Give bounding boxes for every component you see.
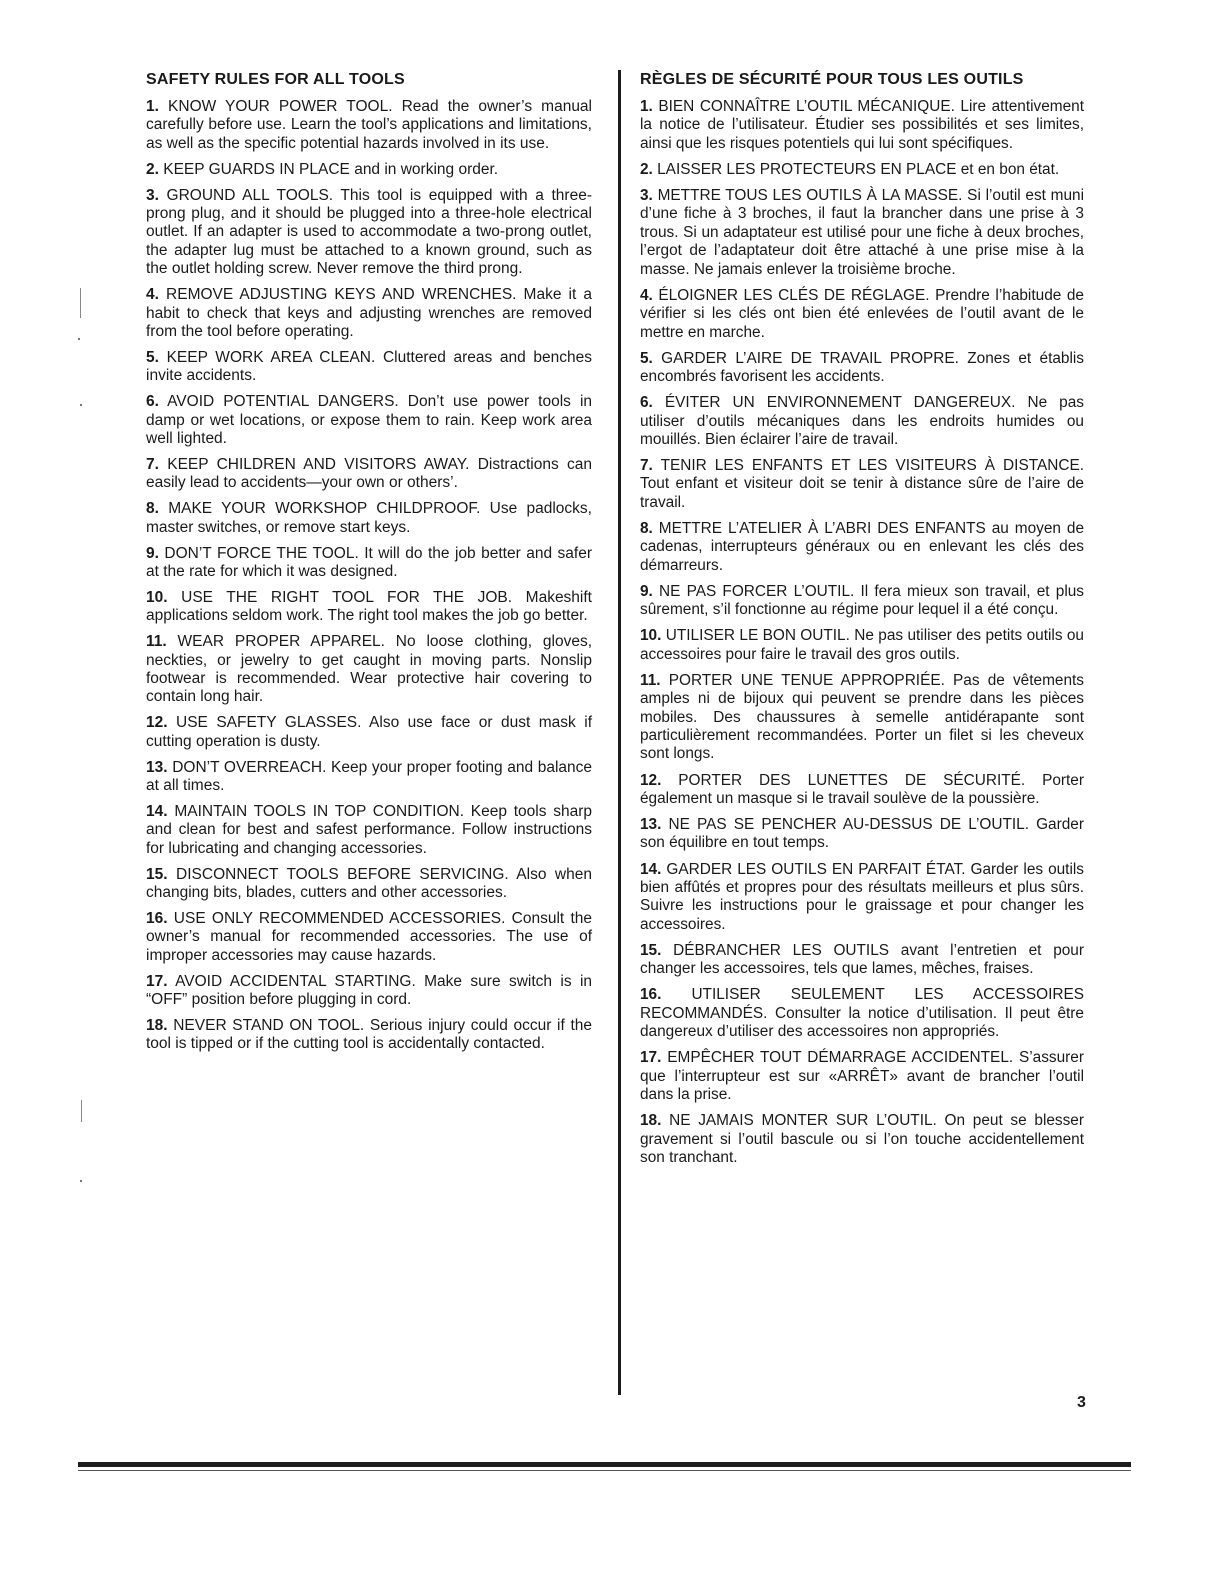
scan-speck [80,404,82,406]
english-rule-16 [146,910,592,965]
rule-number: 9. [146,544,159,562]
rule-text: AVOID ACCIDENTAL STARTING. Make sure switch is in “OFF” position before plugging in cord. [146,972,593,1009]
rule-text: LAISSER LES PROTECTEURS EN PLACE et en bon état. [657,160,1060,178]
rule-text: KEEP WORK AREA CLEAN. Cluttered areas and benches invite accidents. [146,348,592,385]
rule-number: 11. [146,633,167,651]
rule-text: ÉVITER UN ENVIRONNEMENT DANGEREUX. Ne pas utiliser d’outils mécaniques dans les endroits humides ou mouillés. Bien éclairer l’aire de travail. [640,394,1084,448]
french-rule-18 [640,1112,1084,1167]
english-rule-5 [146,349,592,386]
french-rules-list [640,98,1084,1167]
column-divider [618,70,621,1395]
rule-number: 7. [146,455,159,473]
english-rule-18 [146,1017,592,1054]
english-rule-11 [146,633,592,707]
rule-number: 5. [640,349,653,367]
rule-text: DON’T OVERREACH. Keep your proper footing and balance at all times. [146,758,593,794]
french-rule-10 [640,627,1084,664]
french-rule-11 [640,672,1084,764]
rule-number: 6. [640,394,653,412]
rule-text: NE JAMAIS MONTER SUR L’OUTIL. On peut se blesser gravement si l’outil bascule ou si l’on touche accidentellement son tranchant. [640,1112,1084,1166]
rule-text: EMPÊCHER TOUT DÉMARRAGE ACCIDENTEL. S’assurer que l’interrupteur est sur «ARRÊT» avant de brancher l’outil dans la prise. [640,1049,1084,1104]
rule-text: USE THE RIGHT TOOL FOR THE JOB. Makeshift applications seldom work. The right tool makes the job go better. [146,588,592,625]
english-rule-9 [146,545,592,582]
rule-number: 2. [640,160,653,178]
rule-text: NE PAS SE PENCHER AU-DESSUS DE L’OUTIL. Garder son équilibre en tout temps. [640,816,1084,852]
english-rules-list [146,98,592,1054]
page-number: 3 [1077,1394,1086,1411]
english-rule-2 [146,161,592,179]
rule-number: 7. [640,457,653,475]
rule-text: DON’T FORCE THE TOOL. It will do the job better and safer at the rate for which it was designed. [146,544,592,580]
rule-number: 18. [640,1112,662,1130]
rule-text: NE PAS FORCER L’OUTIL. Il fera mieux son travail, et plus sûrement, s’il fonctionne au régime pour lequel il a été conçu. [640,582,1084,619]
french-rule-5 [640,350,1084,387]
rule-text: KEEP GUARDS IN PLACE and in working order. [163,160,499,178]
english-rule-10 [146,589,592,626]
rule-number: 17. [640,1049,662,1067]
rule-number: 10. [640,627,662,645]
french-rule-13 [640,816,1084,853]
rule-text: PORTER UNE TENUE APPROPRIÉE. Pas de vêtements amples ni de bijoux qui peuvent se prendre dans les pièces mobiles. Des chaussures à semelle antidérapante sont particulièrement recommandées. Porter un filet si les cheveux sont longs. [640,671,1084,763]
french-rule-4 [640,287,1084,342]
rule-text: UTILISER SEULEMENT LES ACCESSOIRES RECOMMANDÉS. Consulter la notice d’utilisation. Il peut être dangereux d’utiliser des accessoires non appropriés. [640,986,1084,1041]
rule-text: WEAR PROPER APPAREL. No loose clothing, gloves, neckties, or jewelry to get caught in moving parts. Nonslip footwear is recommended. Wear protective hair covering to contain long hair. [146,633,592,706]
rule-text: METTRE TOUS LES OUTILS À LA MASSE. Si l’outil est muni d’une fiche à 3 broches, il faut la brancher dans une prise à 3 trous. Si un adaptateur est utilisé pour une fiche à deux broches, l’ergot de l’adaptateur doit être attaché à une prise mise à la masse. Ne jamais enlever la troisième broche. [640,187,1085,278]
rule-text: TENIR LES ENFANTS ET LES VISITEURS À DISTANCE. Tout enfant et visiteur doit se tenir à distance sûre de l’aire de travail. [640,457,1084,511]
rule-number: 3. [146,186,159,204]
scan-mark [80,288,81,318]
french-rule-16 [640,986,1084,1041]
rule-text: DÉBRANCHER LES OUTILS avant l’entretien et pour changer les accessoires, tels que lames, mêches, fraises. [640,941,1084,978]
english-heading: SAFETY RULES FOR ALL TOOLS [146,71,405,88]
scan-mark [81,1100,82,1122]
rule-number: 12. [640,771,662,789]
french-rule-8 [640,520,1084,575]
english-rule-13 [146,759,592,796]
english-rule-8 [146,500,592,537]
french-rule-9 [640,583,1084,620]
rule-text: REMOVE ADJUSTING KEYS AND WRENCHES. Make it a habit to check that keys and adjusting wrenches are removed from the tool before operating. [146,286,592,340]
rule-text: GARDER LES OUTILS EN PARFAIT ÉTAT. Garder les outils bien affûtés et propres pour des résultats meilleurs et plus sûrs. Suivre les instructions pour le graissage et pour changer les accessoires. [640,860,1084,933]
rule-number: 6. [146,393,159,411]
french-heading: RÈGLES DE SÉCURITÉ POUR TOUS LES OUTILS [640,71,1024,88]
french-rule-15 [640,942,1084,979]
rule-text: BIEN CONNAÎTRE L’OUTIL MÉCANIQUE. Lire attentivement la notice de l’utilisateur. Étudier ses possibilités et ses limites, ainsi que les risques potentiels qui lui sont spécifiques. [640,98,1084,152]
rule-text: UTILISER LE BON OUTIL. Ne pas utiliser des petits outils ou accessoires pour faire le travail des gros outils. [640,627,1084,663]
rule-text: MAINTAIN TOOLS IN TOP CONDITION. Keep tools sharp and clean for best and safest performance. Follow instructions for lubricating and changing accessories. [146,802,592,857]
french-rule-1 [640,98,1084,153]
rule-text: USE ONLY RECOMMENDED ACCESSORIES. Consult the owner’s manual for recommended accessories. The use of improper accessories may cause hazards. [146,909,592,964]
french-rule-12 [640,772,1084,809]
rule-number: 8. [146,500,159,518]
french-rule-14 [640,861,1084,935]
rule-number: 4. [146,286,159,304]
rule-number: 8. [640,519,653,537]
rule-number: 12. [146,714,168,732]
rule-text: NEVER STAND ON TOOL. Serious injury could occur if the tool is tipped or if the cutting tool is accidentally contacted. [146,1016,592,1053]
scan-speck [80,1180,82,1182]
rule-number: 15. [146,865,168,883]
rule-number: 3. [640,187,653,204]
rule-number: 9. [640,582,653,600]
rule-text: KNOW YOUR POWER TOOL. Read the owner’s manual carefully before use. Learn the tool’s applications and limitations, as well as the specific potential hazards involved in its use. [146,98,592,152]
french-rule-7 [640,457,1084,512]
footer-rule [78,1462,1131,1467]
rule-text: AVOID POTENTIAL DANGERS. Don’t use power tools in damp or wet locations, or expose them to rain. Keep work area well lighted. [146,393,593,447]
rule-number: 5. [146,348,159,366]
scan-speck [78,338,80,340]
rule-number: 1. [146,98,159,115]
rule-text: USE SAFETY GLASSES. Also use face or dust mask if cutting operation is dusty. [146,714,592,750]
french-rule-17 [640,1049,1084,1104]
rule-text: DISCONNECT TOOLS BEFORE SERVICING. Also when changing bits, blades, cutters and other accessories. [146,865,592,902]
french-column [640,70,1084,1175]
english-rule-14 [146,803,592,858]
rule-text: GARDER L’AIRE DE TRAVAIL PROPRE. Zones et établis encombrés favorisent les accidents. [640,349,1084,386]
english-rule-17 [146,973,592,1010]
rule-number: 15. [640,941,662,959]
rule-text: KEEP CHILDREN AND VISITORS AWAY. Distractions can easily lead to accidents—your own or others’. [146,455,592,492]
english-column [146,70,592,1061]
english-rule-7 [146,456,592,493]
rule-number: 16. [640,986,662,1004]
rule-text: ÉLOIGNER LES CLÉS DE RÉGLAGE. Prendre l’habitude de vérifier si les clés ont bien été enlevées de l’outil avant de le mettre en marche. [640,286,1084,341]
english-rule-12 [146,714,592,751]
rule-number: 13. [146,758,168,776]
rule-number: 10. [146,588,168,606]
rule-number: 1. [640,98,653,115]
rule-number: 17. [146,972,168,990]
rule-text: GROUND ALL TOOLS. This tool is equipped with a three-prong plug, and it should be plugged into a three-hole electrical outlet. If an adapter is used to accommodate a two-prong outlet, the adapter lug must be attached to a known ground, such as the outlet holding screw. Never remove the third prong. [146,186,592,278]
rule-text: MAKE YOUR WORKSHOP CHILDPROOF. Use padlocks, master switches, or remove start keys. [146,500,592,536]
rule-number: 4. [640,286,653,304]
footer-rule-thin [78,1470,1131,1471]
english-rule-3 [146,187,592,279]
rule-number: 14. [146,802,168,820]
french-rule-3 [640,187,1084,279]
rule-number: 13. [640,816,662,834]
rule-text: PORTER DES LUNETTES DE SÉCURITÉ. Porter également un masque si le travail soulève de la poussière. [640,771,1084,807]
english-rule-15 [146,866,592,903]
english-rule-6 [146,393,592,448]
rule-number: 11. [640,671,661,689]
rule-number: 18. [146,1016,168,1034]
english-rule-1 [146,98,592,153]
french-rule-2 [640,161,1084,179]
rule-text: METTRE L’ATELIER À L’ABRI DES ENFANTS au moyen de cadenas, interrupteurs généraux ou en enlevant les clés des démarreurs. [640,519,1085,574]
rule-number: 16. [146,909,168,927]
french-rule-6 [640,394,1084,449]
english-rule-4 [146,286,592,341]
rule-number: 2. [146,160,159,178]
rule-number: 14. [640,860,662,878]
